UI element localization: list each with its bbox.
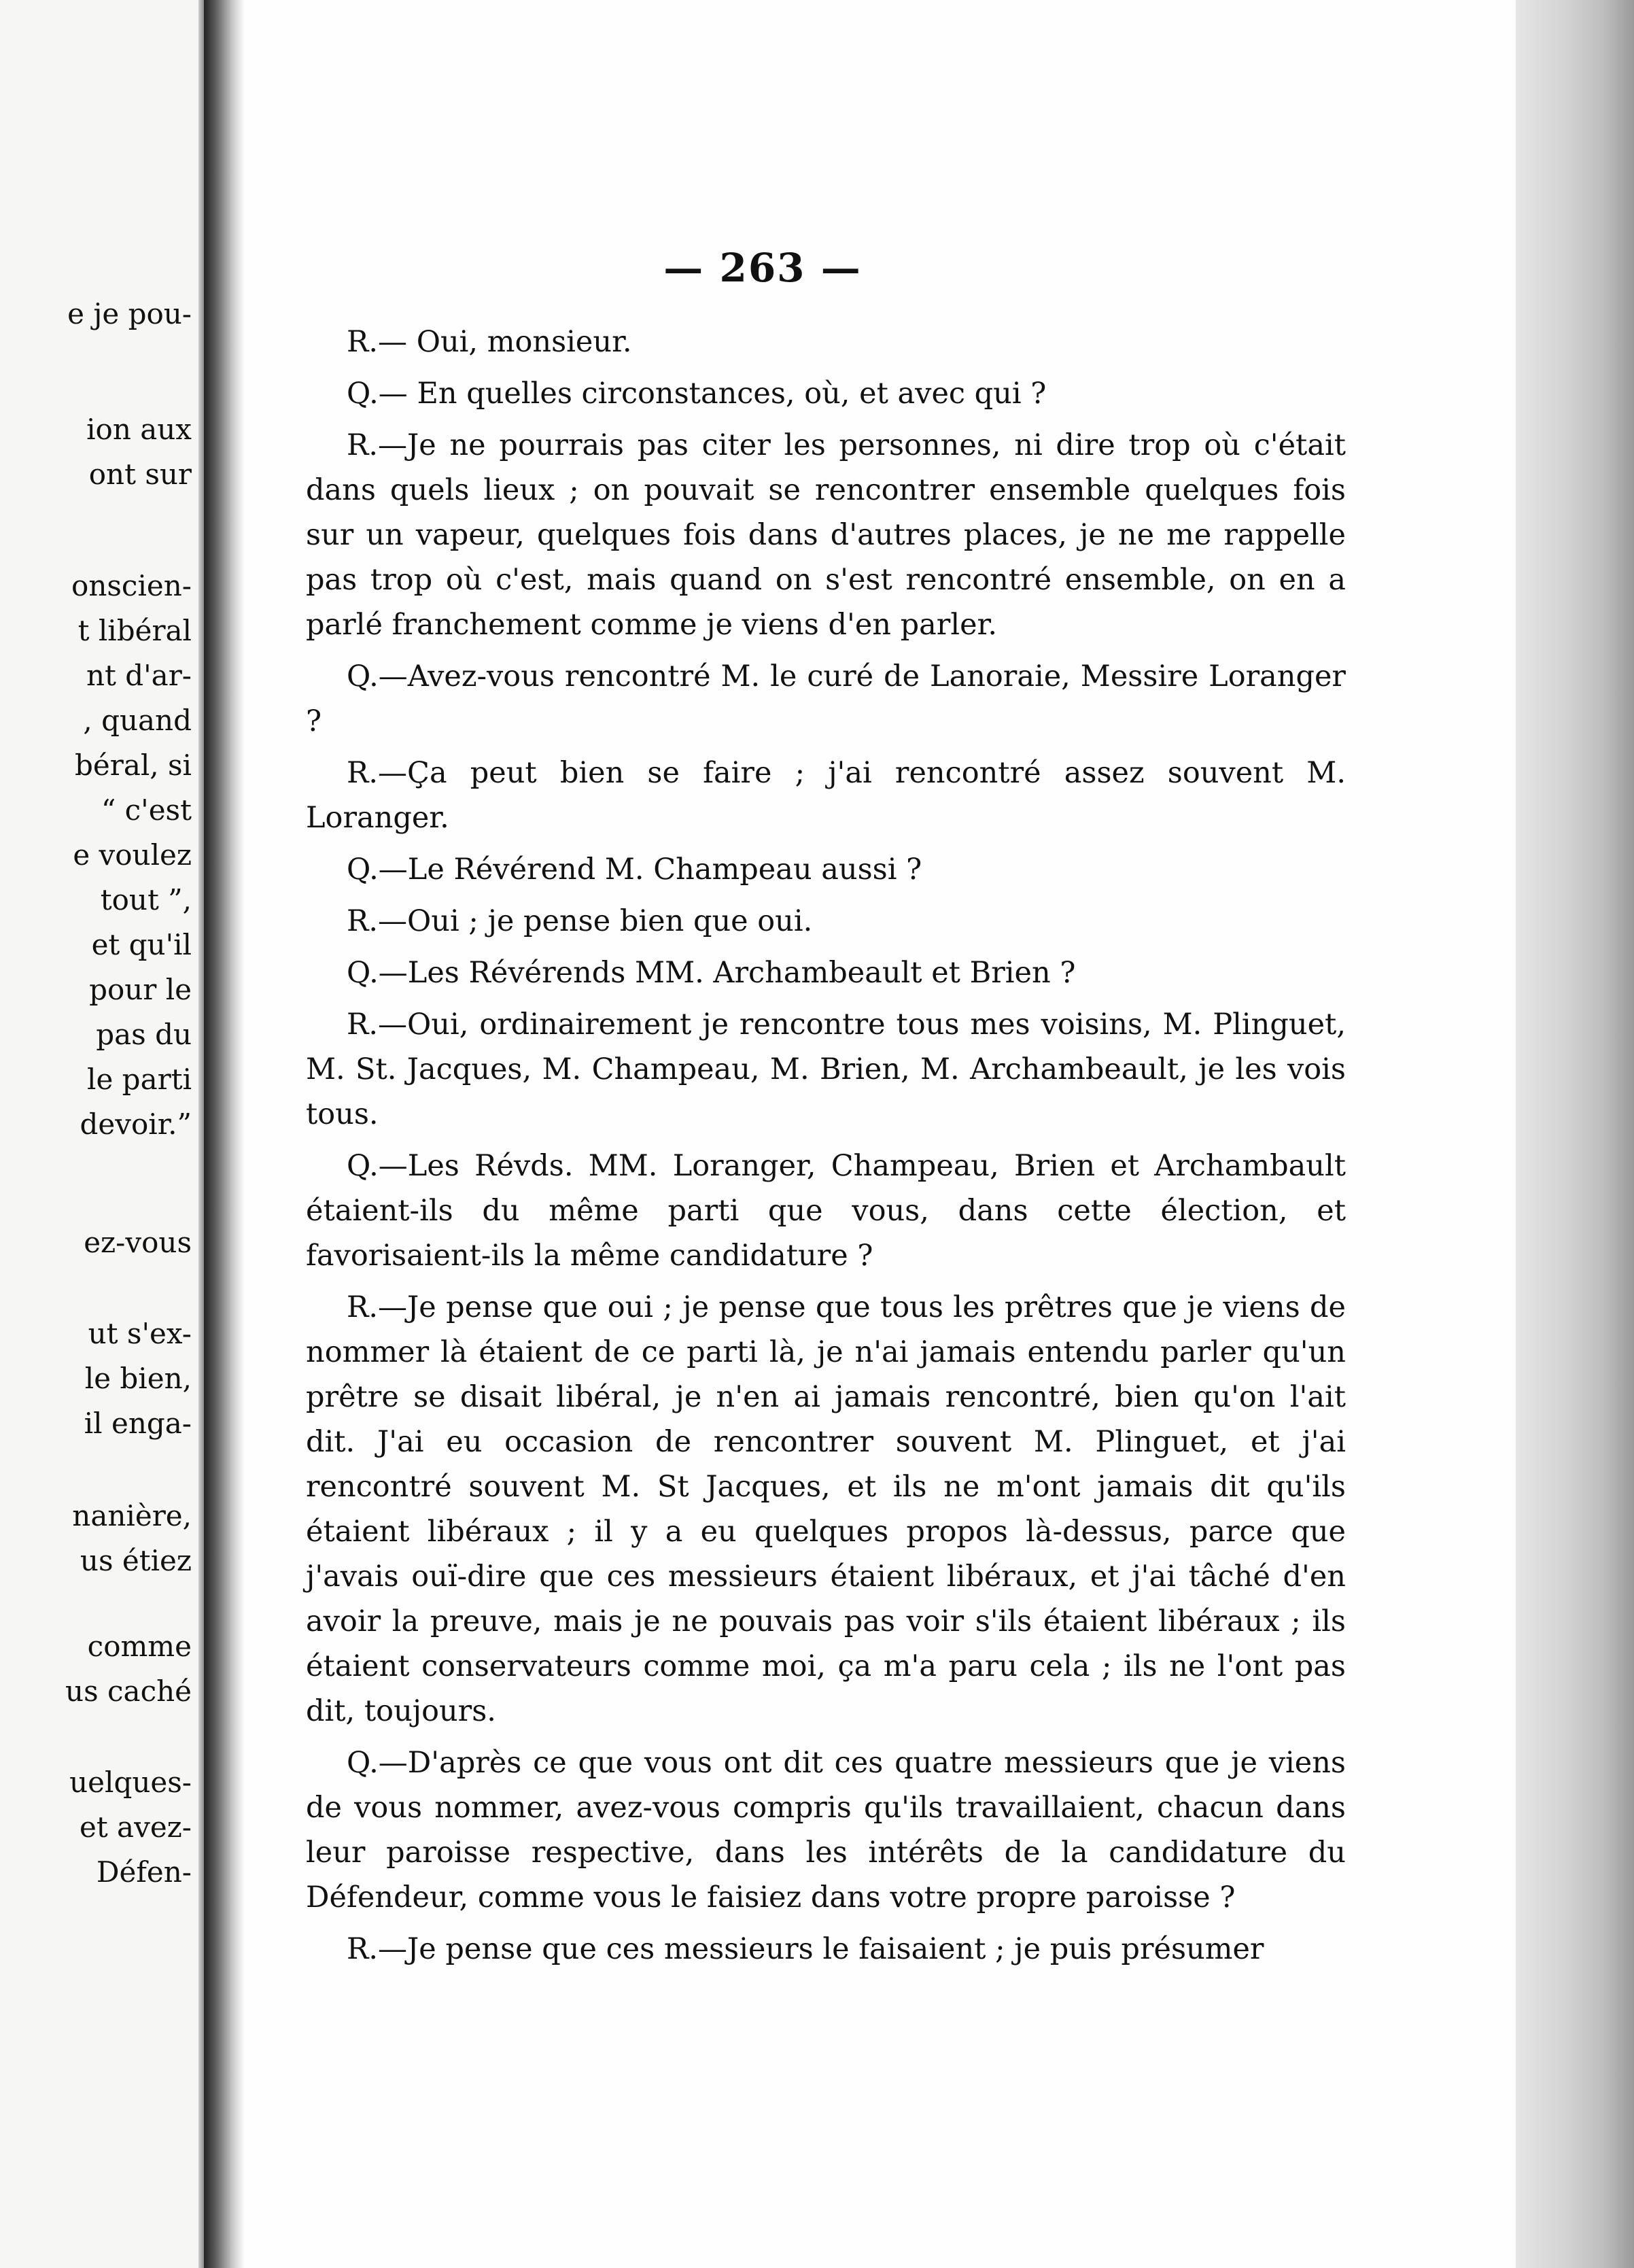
facing-page-line: ont sur [88,458,192,491]
paragraph: Q.—Les Révérends MM. Archambeault et Brien ? [347,956,1076,990]
page-fore-edge [1516,0,1634,2268]
facing-page-line: t libéral [77,614,192,647]
paragraph: R.—Je pense que oui ; je pense que tous les prêtres que je viens de nommer là étaient de ce parti là, je n'ai jamais entendu parler qu'un prêtre se disait libéral, je n'en ai jamais rencontré, bien qu'on l'ait dit. J'ai eu occasion de rencontrer souvent M. Plinguet, et j'ai rencontré souvent M. St Jacques, et ils ne m'ont jamais dit qu'ils étaient libéraux ; il y a eu quelques propos là-dessus, parce que j'avais ouï-dire que ces messieurs étaient libéraux, et j'ai tâché d'en avoir la preuve, mais je ne pouvais pas voir s'ils étaient libéraux ; ils étaient conservateurs comme moi, ça m'a paru cela ; ils ne l'ont pas dit, toujours. [306,1290,1346,1728]
paragraph: R.—Je ne pourrais pas citer les personnes, ni dire trop où c'était dans quels lieux ; on pouvait se rencontrer ensemble quelques fois sur un vapeur, quelques fois dans d'autres places, je ne me rappelle pas trop où c'est, mais quand on s'est rencontré ensemble, on en a parlé franchement comme je viens d'en parler. [306,428,1346,642]
facing-page-line: et avez- [79,1810,192,1844]
facing-page-line: Défen- [96,1855,192,1889]
paragraph: Q.—Avez-vous rencontré M. le curé de Lanoraie, Messire Loranger ? [306,659,1346,738]
facing-page-line: ut s'ex- [88,1317,192,1350]
page-body [306,320,1346,1972]
facing-page-line: “ c'est [101,793,192,827]
page-edge [198,0,204,2268]
paragraph: R.—Oui, ordinairement je rencontre tous mes voisins, M. Plinguet, M. St. Jacques, M. Champeau, M. Brien, M. Archambeault, je les vois tous. [306,1008,1346,1131]
paragraph: Q.— En quelles circonstances, où, et avec qui ? [347,377,1047,411]
paragraph: R.—Oui ; je pense bien que oui. [347,904,813,938]
facing-page-line: nt d'ar- [86,659,192,692]
facing-page-line: ion aux [86,413,192,446]
paragraph: Q.—Les Révds. MM. Loranger, Champeau, Brien et Archambault étaient-ils du même parti que vous, dans cette élection, et favorisaient-ils la même candidature ? [306,1149,1346,1273]
facing-page-line: , quand [83,704,192,737]
facing-page-line: le bien, [84,1362,192,1395]
book-gutter [204,0,245,2268]
facing-page-line: us étiez [80,1544,192,1577]
facing-page-line: béral, si [75,749,192,782]
paragraph: R.—Ça peut bien se faire ; j'ai rencontré assez souvent M. Loranger. [306,756,1346,835]
facing-page-line: e voulez [73,838,192,872]
facing-page-line: tout ”, [100,883,192,916]
facing-page [0,0,204,2268]
paragraph: R.— Oui, monsieur. [347,325,632,359]
paragraph: Q.—Le Révérend M. Champeau aussi ? [347,853,922,887]
facing-page-line: us caché [65,1674,192,1708]
facing-page-line: et qu'il [91,928,192,961]
page-number: — 263 — [663,245,862,291]
facing-page-line: comme [87,1630,192,1663]
facing-page-line: ez-vous [84,1226,192,1259]
facing-page-line: il enga- [84,1407,192,1440]
facing-page-line: onscien- [71,569,192,602]
paragraph: R.—Je pense que ces messieurs le faisaient ; je puis présumer [347,1932,1264,1966]
facing-page-line: e je pou- [67,297,192,330]
facing-page-line: uelques- [69,1766,192,1799]
facing-page-line: devoir.” [80,1107,192,1141]
paragraph: Q.—D'après ce que vous ont dit ces quatre messieurs que je viens de vous nommer, avez-vous compris qu'ils travaillaient, chacun dans leur paroisse respective, dans les intérêts de la candidature du Défendeur, comme vous le faisiez dans votre propre paroisse ? [306,1746,1346,1914]
facing-page-line: nanière, [72,1499,192,1532]
facing-page-line: pour le [89,973,192,1006]
facing-page-line: pas du [96,1018,192,1051]
facing-page-line: le parti [87,1063,192,1096]
